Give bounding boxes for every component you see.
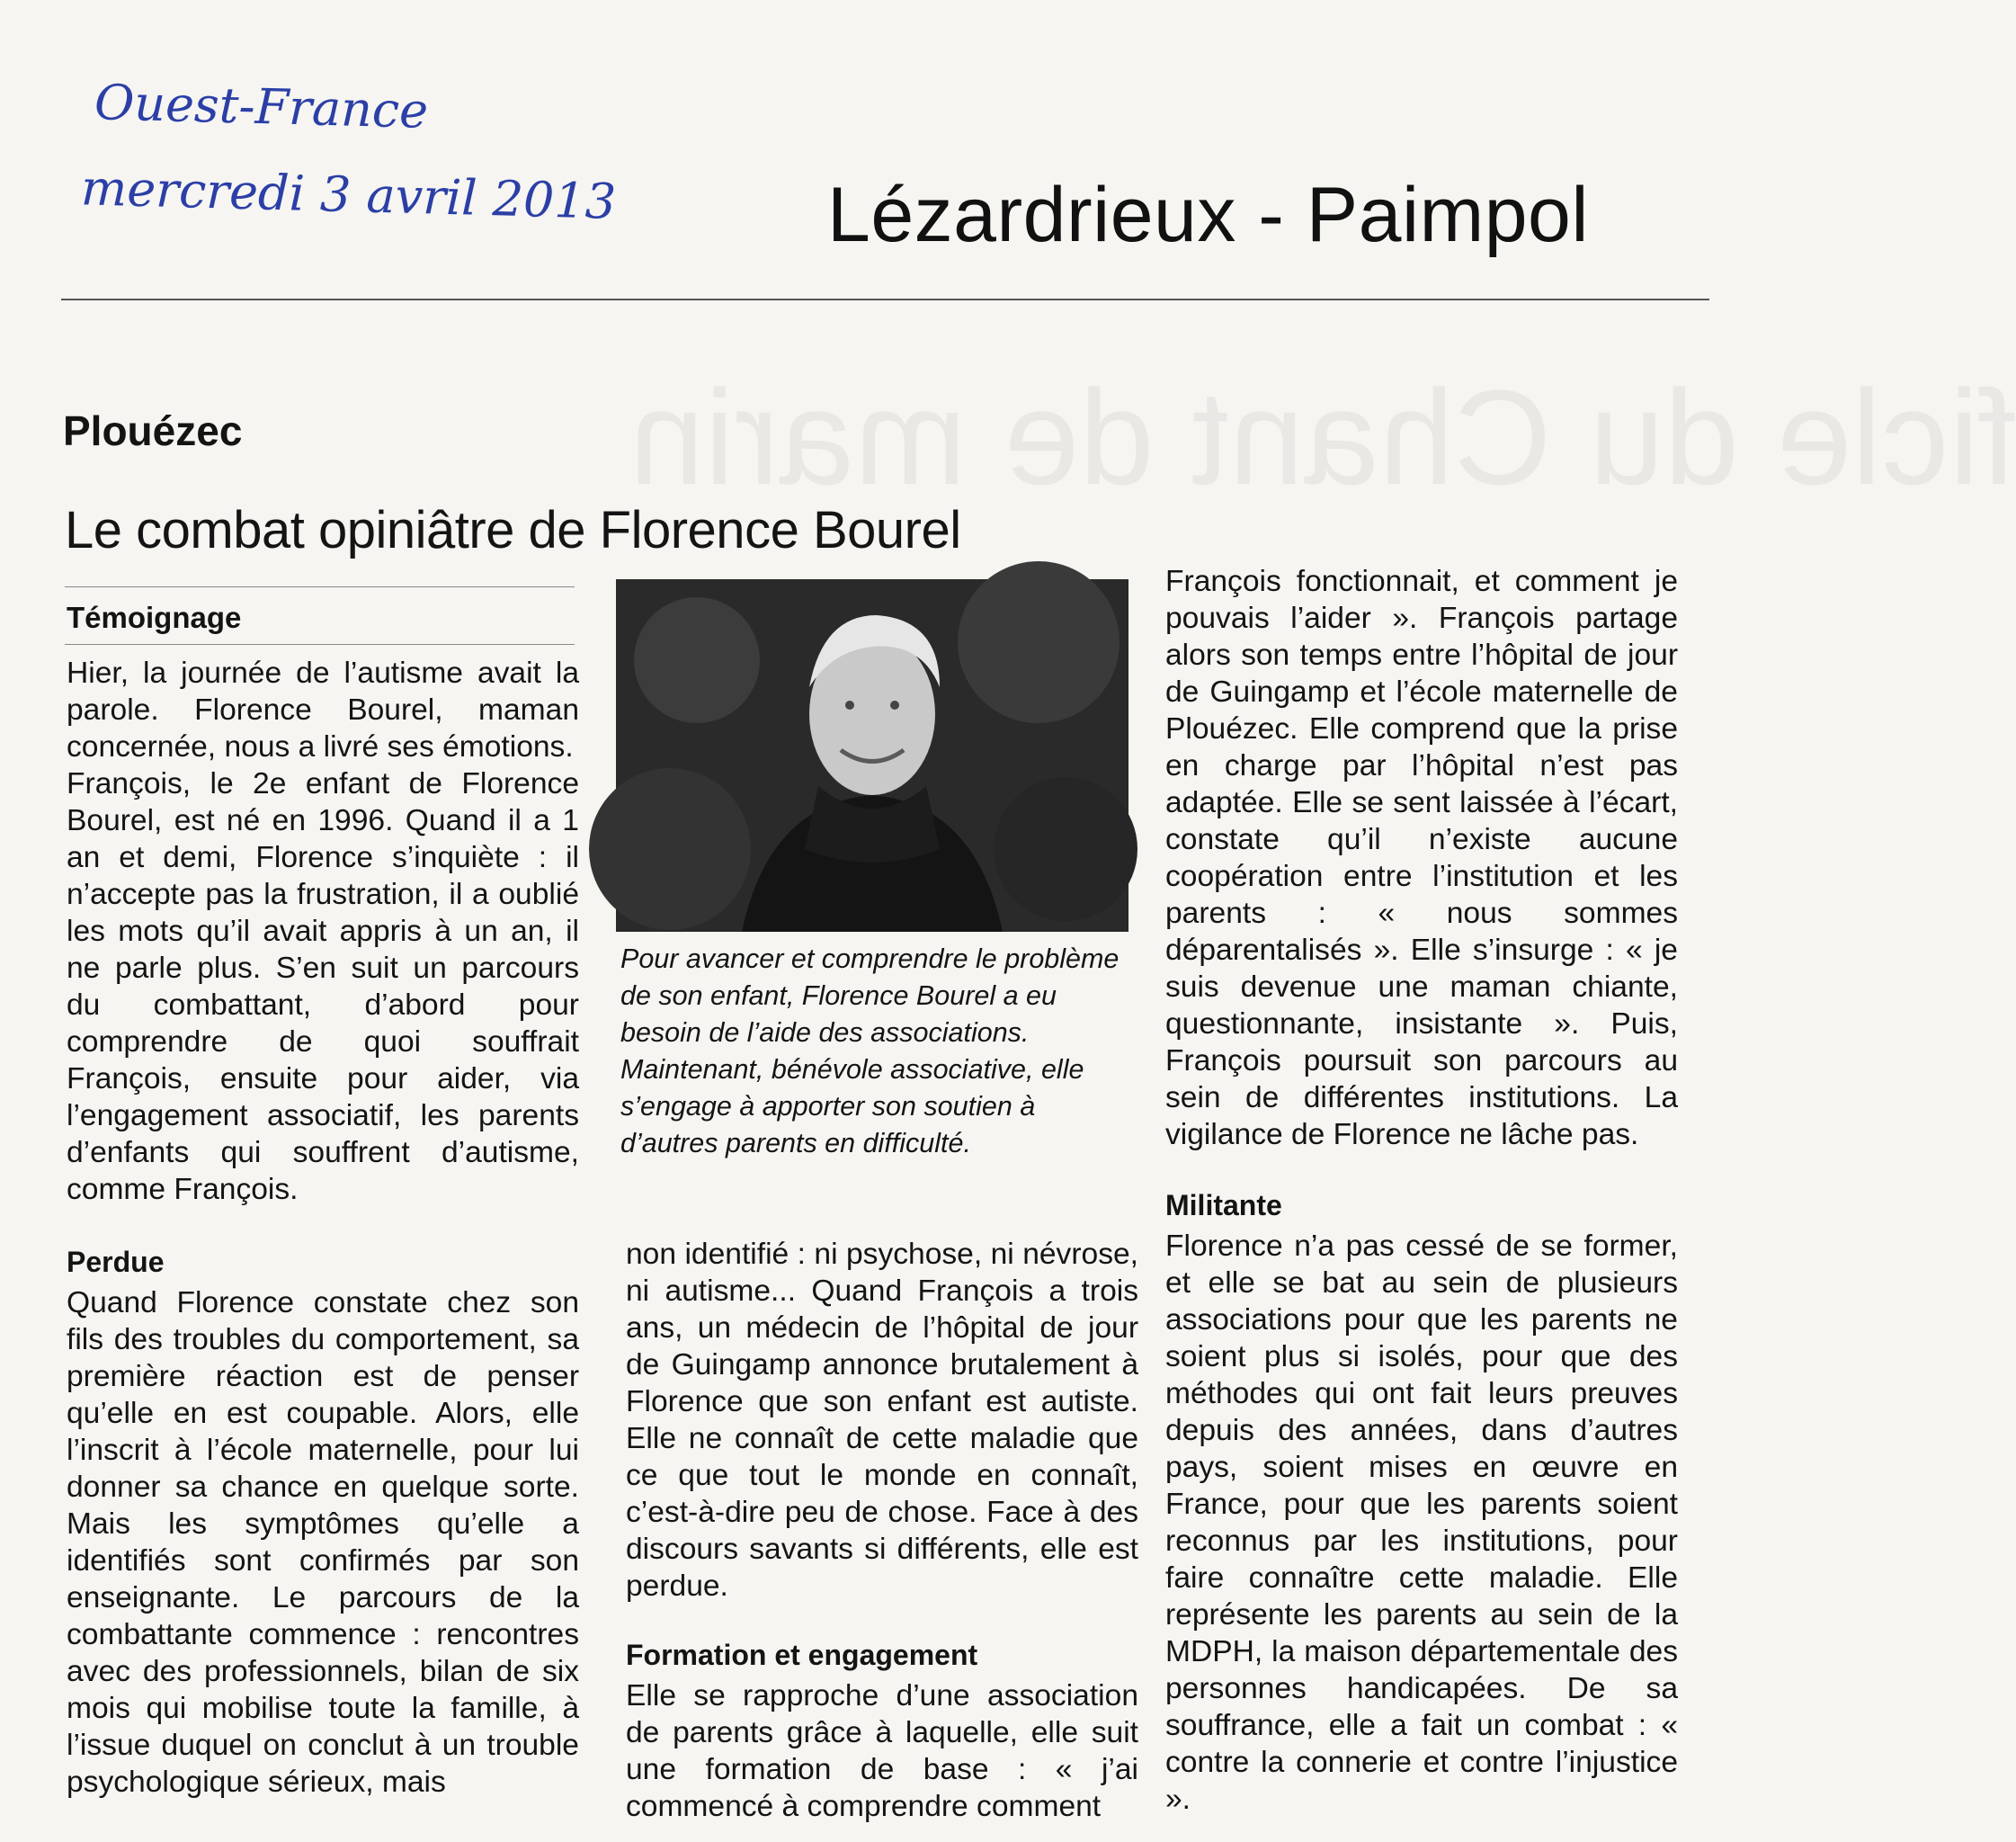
- paragraph: François fonctionnait, et comment je pouvais l’aider ». François partage alors son temps entre l’hôpital de jour de Guingamp et l’école maternelle de Plouézec. Elle comprend que la prise en charge par l’hôpital n’est pas adaptée. Elle se sent laissée à l’écart, constate qu’il n’existe aucune coopération entre l’institution et les parents : « nous sommes déparentalisés ». Elle s’insurge : « je suis devenue une maman chiante, questionnante, insistante ». Puis, François poursuit son parcours au sein de différentes institutions. La vigilance de Florence ne lâche pas.: [1165, 565, 1678, 1151]
- bleed-through-text: ficle du Chant de marin: [629, 362, 2016, 513]
- article-column-3: [1165, 563, 1678, 1818]
- paragraph: François, le 2e enfant de Florence Bourel, est né en 1996. Quand il a 1 an et demi, Florence s’inquiète : il n’accepte pas la frustration, il a oublié les mots qu’il avait appris à un an, il ne parle plus. S’en suit un parcours du combattant, d’abord pour comprendre de quoi souffrait François, ensuite pour aider, via l’engagement associatif, les parents d’enfants qui souffrent d’autisme, comme François.: [67, 767, 579, 1206]
- article-kicker: Témoignage: [67, 601, 242, 634]
- paragraph: Quand Florence constate chez son fils des troubles du comportement, sa première réaction est de penser qu’elle en est coupable. Alors, elle l’inscrit à l’école maternelle, pour lui donner sa chance en quelque sorte. Mais les symptômes qu’elle a identifiés sont confirmés par son enseignante. Le parcours de la combattante commence : rencontres avec des professionnels, bilan de six mois qui mobilise toute la famille, à l’issue duquel on conclut à un trouble psychologique sérieux, mais: [67, 1286, 579, 1799]
- handwritten-date-note: mercredi 3 avril 2013: [80, 159, 617, 230]
- kicker-rule-bottom: [65, 644, 575, 645]
- kicker-rule-top: [65, 586, 575, 587]
- subhead-militante: Militante: [1165, 1189, 1282, 1221]
- page-section-title: Lézardrieux - Paimpol: [827, 172, 1589, 258]
- article-photo: [616, 579, 1128, 932]
- subhead-perdue: Perdue: [67, 1246, 165, 1278]
- handwritten-source-note: Ouest-France: [94, 74, 429, 139]
- article-town: Plouézec: [63, 407, 243, 454]
- subhead-formation: Formation et engagement: [626, 1639, 978, 1671]
- paragraph: Florence n’a pas cessé de se former, et elle se bat au sein de plusieurs associations pour que les parents ne soient plus si isolés, pour que des méthodes qui ont fait leurs preuves depuis des années, dans d’autres pays, soient mises en œuvre en France, pour que les parents soient reconnus par les institutions, pour faire connaître cette maladie. Elle représente les parents au sein de la MDPH, la maison départementale des personnes handicapées. De sa souffrance, elle a fait un combat : « contre la connerie et contre l’injustice ».: [1165, 1229, 1678, 1816]
- photo-caption: Pour avancer et comprendre le problème de son enfant, Florence Bourel a eu besoin de l’aide des associations. Maintenant, bénévole associative, elle s’engage à apporter son soutien à d’autres parents en difficulté.: [620, 943, 1120, 1158]
- article-column-1: [67, 655, 579, 1801]
- header-rule: [61, 299, 1709, 300]
- portrait-illustration: [616, 579, 1128, 932]
- article-column-2: [626, 1236, 1138, 1825]
- paragraph: Hier, la journée de l’autisme avait la parole. Florence Bourel, maman concernée, nous a livré ses émotions.: [67, 657, 579, 764]
- paragraph: Elle se rapproche d’une association de parents grâce à laquelle, elle suit une formation de base : « j’ai commencé à comprendre comment: [626, 1679, 1138, 1823]
- paragraph: non identifié : ni psychose, ni névrose, ni autisme... Quand François a trois ans, un médecin de l’hôpital de jour de Guingamp annonce brutalement à Florence que son enfant est autiste. Elle ne connaît de cette maladie que ce que tout le monde en connaît, c’est-à-dire peu de chose. Face à des discours savants si différents, elle est perdue.: [626, 1238, 1138, 1603]
- article-headline: Le combat opiniâtre de Florence Bourel: [65, 501, 961, 559]
